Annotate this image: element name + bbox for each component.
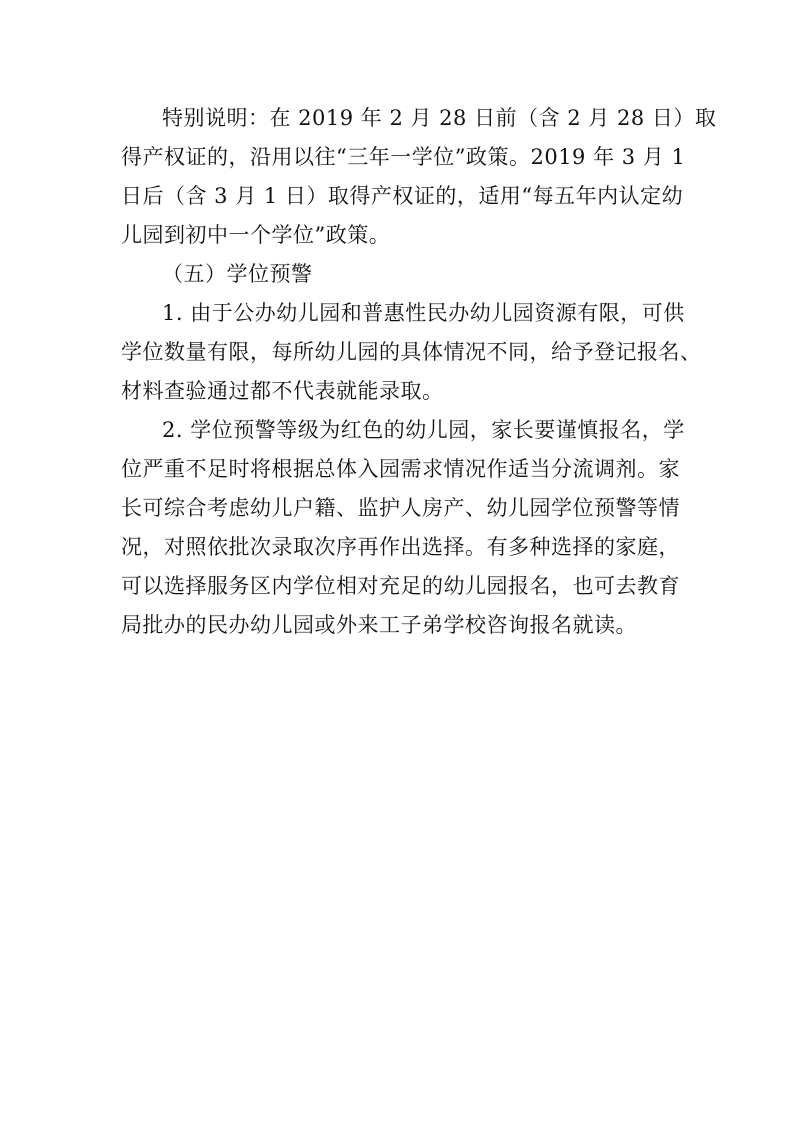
- note-line-2: 得产权证的，沿用以往“三年一学位”政策。2019 年 3 月 1: [121, 145, 686, 169]
- note-line-3: 日后（含 3 月 1 日）取得产权证的，适用“每五年内认定幼: [121, 184, 684, 208]
- item2-line-3: 长可综合考虑幼儿户籍、监护人房产、幼儿园学位预警等情: [121, 496, 680, 520]
- item2-line-5: 可以选择服务区内学位相对充足的幼儿园报名，也可去教育: [121, 574, 680, 598]
- item1-line-2: 学位数量有限，每所幼儿园的具体情况不同，给予登记报名、: [121, 340, 702, 364]
- note-line-4: 儿园到初中一个学位”政策。: [121, 223, 391, 247]
- item2-line-6: 局批办的民办幼儿园或外来工子弟学校咨询报名就读。: [121, 613, 637, 637]
- item1-line-3: 材料查验通过都不代表就能录取。: [121, 379, 444, 403]
- item2-line-1: 2. 学位预警等级为红色的幼儿园，家长要谨慎报名，学: [162, 418, 685, 442]
- section-heading: （五）学位预警: [162, 262, 313, 286]
- item1-line-1: 1. 由于公办幼儿园和普惠性民办幼儿园资源有限，可供: [162, 301, 685, 325]
- item2-line-4: 况，对照依批次录取次序再作出选择。有多种选择的家庭，: [121, 535, 680, 559]
- item2-line-2: 位严重不足时将根据总体入园需求情况作适当分流调剂。家: [121, 457, 680, 481]
- note-line-1: 特别说明：在 2019 年 2 月 28 日前（含 2 月 28 日）取: [162, 106, 717, 130]
